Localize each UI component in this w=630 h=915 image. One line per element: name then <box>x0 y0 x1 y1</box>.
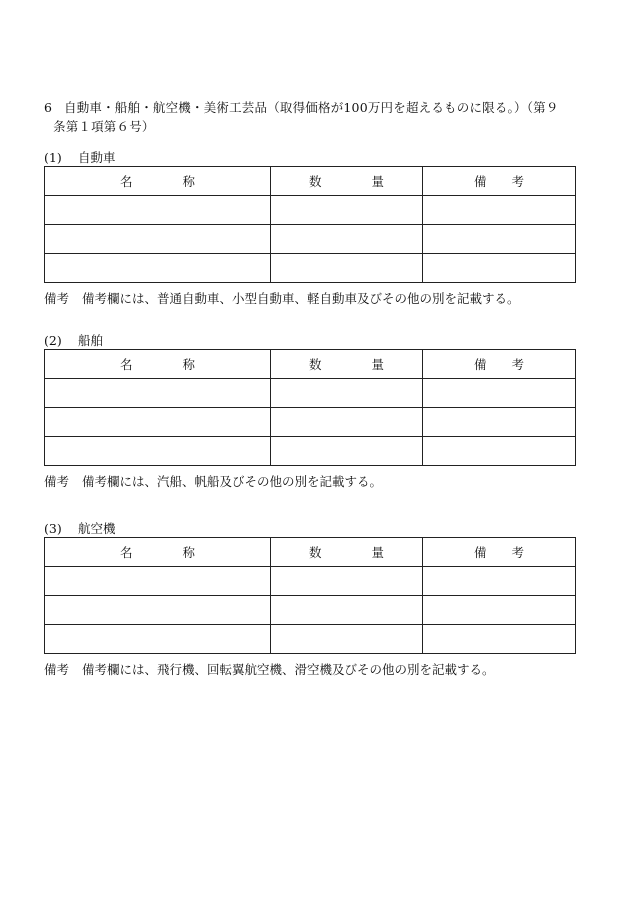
section-automobile <box>44 150 576 307</box>
cell-remarks[interactable] <box>423 408 576 437</box>
section-title-text: 船舶 <box>78 333 104 348</box>
heading-number: 6 <box>44 100 53 115</box>
header-remarks: 備 考 <box>423 167 576 196</box>
header-remarks: 備 考 <box>423 538 576 567</box>
cell-remarks[interactable] <box>423 625 576 654</box>
header-quantity: 数 量 <box>271 350 423 379</box>
note-text: 備考欄には、汽船、帆船及びその他の別を記載する。 <box>82 474 383 489</box>
cell-quantity[interactable] <box>271 596 423 625</box>
section-number: (2) <box>44 333 62 348</box>
section-note <box>44 662 576 678</box>
table-header-row <box>45 350 576 379</box>
section-title <box>44 521 576 537</box>
section-aircraft <box>44 521 576 678</box>
cell-name[interactable] <box>45 408 271 437</box>
aircraft-table <box>44 537 576 654</box>
note-text: 備考欄には、普通自動車、小型自動車、軽自動車及びその他の別を記載する。 <box>82 291 520 306</box>
cell-quantity[interactable] <box>271 625 423 654</box>
header-name: 名 称 <box>45 167 271 196</box>
cell-quantity[interactable] <box>271 408 423 437</box>
table-row <box>45 379 576 408</box>
section-heading <box>44 98 584 136</box>
cell-quantity[interactable] <box>271 196 423 225</box>
cell-quantity[interactable] <box>271 437 423 466</box>
header-quantity: 数 量 <box>271 538 423 567</box>
cell-quantity[interactable] <box>271 567 423 596</box>
table-row <box>45 625 576 654</box>
header-quantity: 数 量 <box>271 167 423 196</box>
cell-remarks[interactable] <box>423 196 576 225</box>
table-row <box>45 408 576 437</box>
note-text: 備考欄には、飛行機、回転翼航空機、滑空機及びその他の別を記載する。 <box>82 662 495 677</box>
cell-name[interactable] <box>45 437 271 466</box>
cell-name[interactable] <box>45 196 271 225</box>
section-note <box>44 291 576 307</box>
table-row <box>45 225 576 254</box>
section-title-text: 航空機 <box>78 521 116 536</box>
section-ship <box>44 333 576 490</box>
section-number: (3) <box>44 521 62 536</box>
cell-name[interactable] <box>45 567 271 596</box>
section-number: (1) <box>44 150 62 165</box>
ship-table <box>44 349 576 466</box>
cell-remarks[interactable] <box>423 379 576 408</box>
cell-remarks[interactable] <box>423 567 576 596</box>
table-header-row <box>45 538 576 567</box>
table-row <box>45 596 576 625</box>
header-name: 名 称 <box>45 350 271 379</box>
cell-quantity[interactable] <box>271 379 423 408</box>
section-title <box>44 150 576 166</box>
note-label: 備考 <box>44 474 70 489</box>
header-name: 名 称 <box>45 538 271 567</box>
section-title-text: 自動車 <box>78 150 116 165</box>
cell-name[interactable] <box>45 625 271 654</box>
table-row <box>45 254 576 283</box>
cell-name[interactable] <box>45 379 271 408</box>
table-row <box>45 196 576 225</box>
section-note <box>44 474 576 490</box>
cell-quantity[interactable] <box>271 254 423 283</box>
cell-remarks[interactable] <box>423 437 576 466</box>
cell-quantity[interactable] <box>271 225 423 254</box>
cell-name[interactable] <box>45 596 271 625</box>
table-row <box>45 567 576 596</box>
automobile-table <box>44 166 576 283</box>
header-remarks: 備 考 <box>423 350 576 379</box>
note-label: 備考 <box>44 291 70 306</box>
table-row <box>45 437 576 466</box>
cell-remarks[interactable] <box>423 225 576 254</box>
heading-line-1: 自動車・船舶・航空機・美術工芸品（取得価格が100万円を超えるものに限る。）（第９ <box>64 100 559 115</box>
cell-name[interactable] <box>45 254 271 283</box>
section-title <box>44 333 576 349</box>
cell-remarks[interactable] <box>423 254 576 283</box>
note-label: 備考 <box>44 662 70 677</box>
table-header-row <box>45 167 576 196</box>
cell-name[interactable] <box>45 225 271 254</box>
heading-line-2: 条第１項第６号） <box>53 119 155 134</box>
cell-remarks[interactable] <box>423 596 576 625</box>
